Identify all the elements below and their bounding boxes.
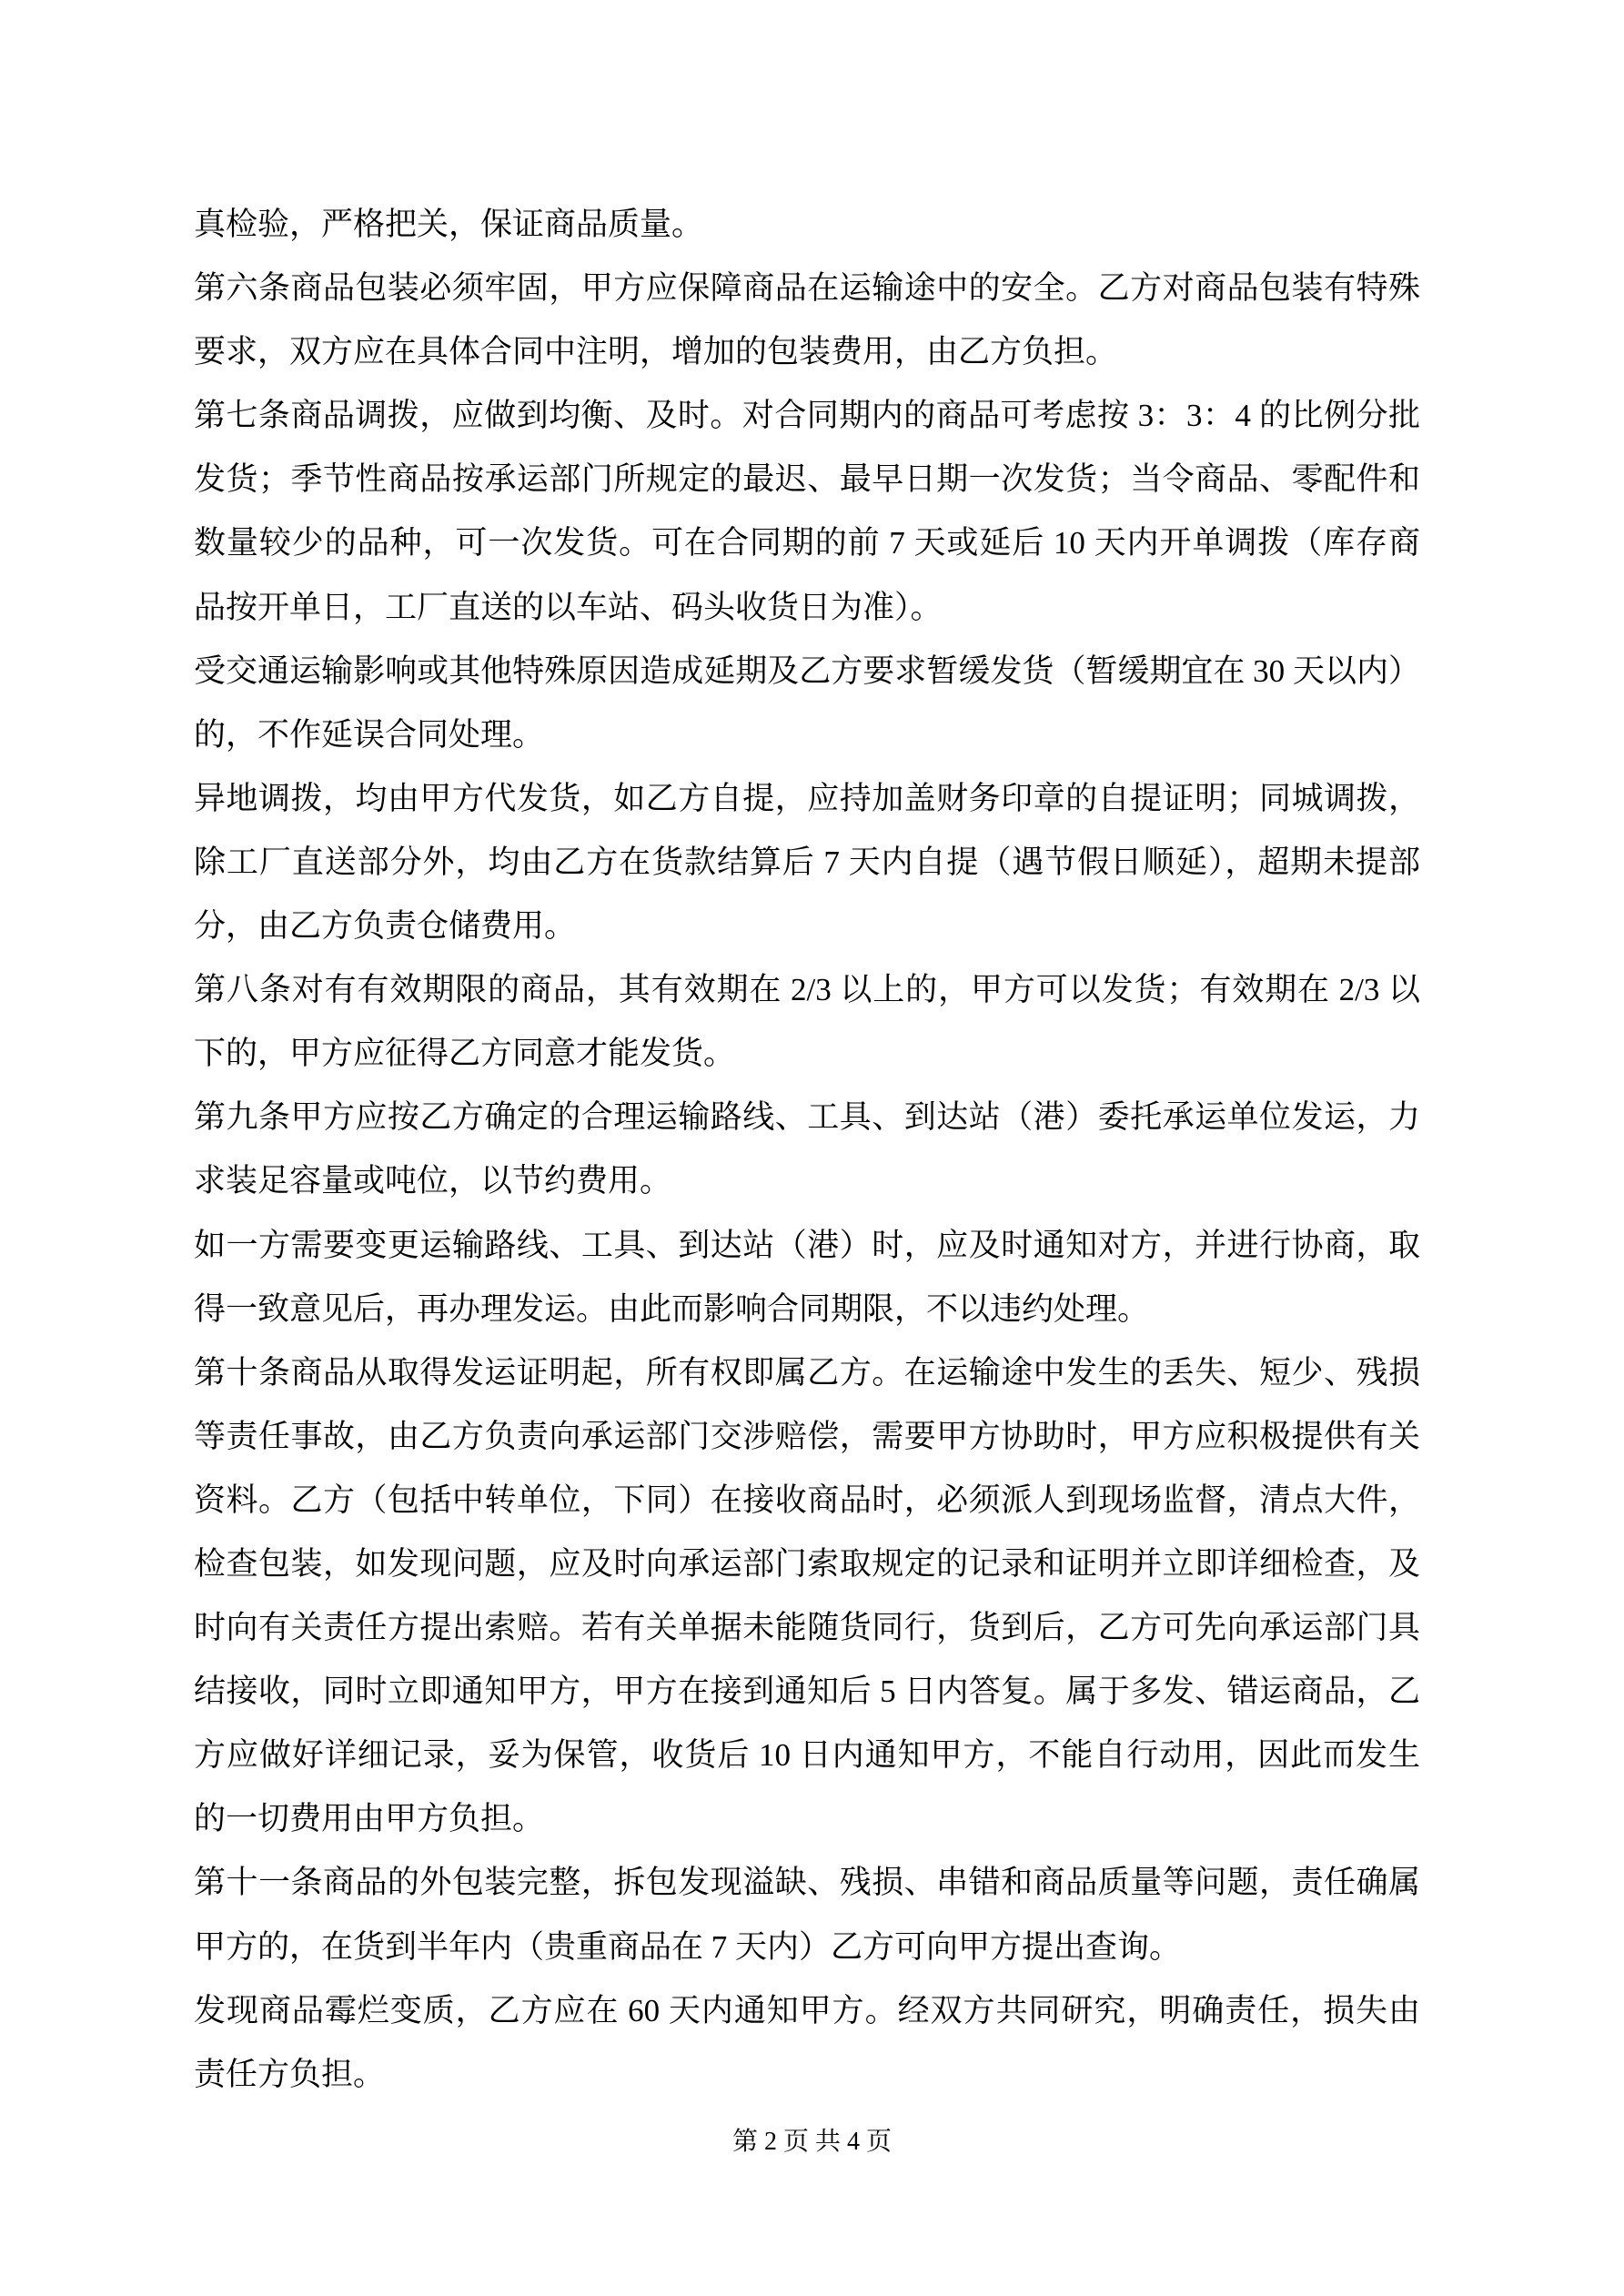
document-line: 甲方的，在货到半年内（贵重商品在 7 天内）乙方可向甲方提出查询。 <box>194 1928 1182 1965</box>
document-line: 方应做好详细记录，妥为保管，收货后 10 日内通知甲方，不能自行动用，因此而发生 <box>194 1737 1420 1774</box>
document-line: 的，不作延误合同处理。 <box>194 716 545 753</box>
document-line: 结接收，同时立即通知甲方，甲方在接到通知后 5 日内答复。属于多发、错运商品，乙 <box>194 1674 1420 1710</box>
page-number-footer: 第 2 页 共 4 页 <box>731 2128 892 2156</box>
document-line: 分，由乙方负责仓储费用。 <box>194 908 577 945</box>
document-line: 资料。乙方（包括中转单位，下同）在接收商品时，必须派人到现场监督，清点大件， <box>194 1482 1420 1518</box>
document-line: 品按开单日，工厂直送的以车站、码头收货日为准）。 <box>194 589 943 625</box>
document-line: 下的，甲方应征得乙方同意才能发货。 <box>194 1036 736 1072</box>
document-line: 等责任事故，由乙方负责向承运部门交涉赔偿，需要甲方协助时，甲方应积极提供有关 <box>194 1418 1420 1454</box>
document-line: 受交通运输影响或其他特殊原因造成延期及乙方要求暂缓发货（暂缓期宜在 30 天以内） <box>194 652 1420 689</box>
document-line: 除工厂直送部分外，均由乙方在货款结算后 7 天内自提（遇节假日顺延），超期未提部 <box>194 844 1420 880</box>
document-line: 如一方需要变更运输路线、工具、到达站（港）时，应及时通知对方，并进行协商，取 <box>194 1227 1420 1263</box>
document-line: 真检验，严格把关，保证商品质量。 <box>194 207 704 242</box>
document-line: 第七条商品调拨，应做到均衡、及时。对合同期内的商品可考虑按 3：3：4 的比例分批 <box>194 398 1420 434</box>
document-line: 发现商品霉烂变质，乙方应在 60 天内通知甲方。经双方共同研究，明确责任，损失由 <box>194 1992 1420 2028</box>
document-line: 检查包装，如发现问题，应及时向承运部门索取规定的记录和证明并立即详细检查，及 <box>194 1545 1420 1582</box>
document-line: 第十一条商品的外包装完整，拆包发现溢缺、残损、串错和商品质量等问题，责任确属 <box>194 1865 1420 1901</box>
document-line: 第九条甲方应按乙方确定的合理运输路线、工具、到达站（港）委托承运单位发运，力 <box>194 1099 1420 1136</box>
document-line: 第八条对有有效期限的商品，其有效期在 2/3 以上的，甲方可以发货；有效期在 2/3 以 <box>194 972 1420 1008</box>
document-line: 的一切费用由甲方负担。 <box>194 1801 545 1837</box>
document-line: 求装足容量或吨位，以节约费用。 <box>194 1163 672 1199</box>
document-line: 第十条商品从取得发运证明起，所有权即属乙方。在运输途中发生的丢失、短少、残损 <box>194 1354 1420 1391</box>
document-line: 要求，双方应在具体合同中注明，增加的包装费用，由乙方负担。 <box>194 334 1118 370</box>
document-line: 得一致意见后，再办理发运。由此而影响合同期限，不以违约处理。 <box>194 1290 1150 1327</box>
document-line: 第六条商品包装必须牢固，甲方应保障商品在运输途中的安全。乙方对商品包装有特殊 <box>194 270 1420 307</box>
document-line: 数量较少的品种，可一次发货。可在合同期的前 7 天或延后 10 天内开单调拨（库存商 <box>194 525 1420 561</box>
document-line: 异地调拨，均由甲方代发货，如乙方自提，应持加盖财务印章的自提证明；同城调拨， <box>194 780 1420 816</box>
document-body <box>194 193 1420 2107</box>
document-line: 时向有关责任方提出索赔。若有关单据未能随货同行，货到后，乙方可先向承运部门具 <box>194 1610 1420 1646</box>
document-line: 发货；季节性商品按承运部门所规定的最迟、最早日期一次发货；当令商品、零配件和 <box>194 461 1420 498</box>
document-line: 责任方负担。 <box>194 2056 386 2092</box>
